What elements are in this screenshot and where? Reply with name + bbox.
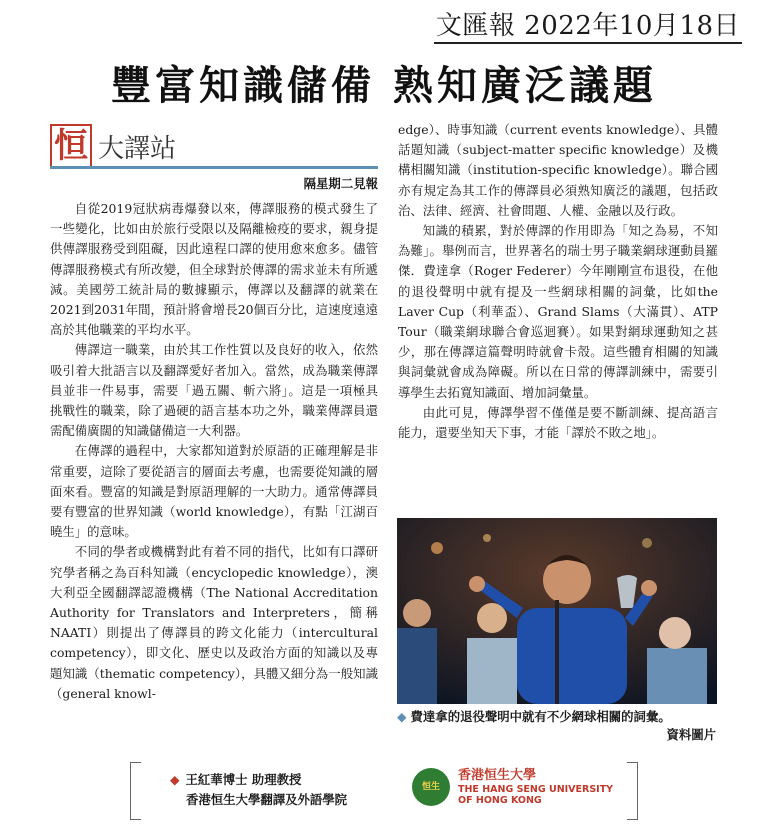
paragraph: 不同的學者或機構對此有着不同的指代，比如有口譯研究學者稱之為百科知識（encyclopedic knowledge），澳大利亞全國翻譯認證機構（The National Accreditation Authority for Translators and Interpreters，簡稱NAATI）則提出了傳譯員的跨文化能力（intercultural competency），即文化、歷史以及政治方面的知識以及專題知識（thematic competency），具體又細分為一般知識（general knowl- — [50, 544, 378, 701]
paragraph: 知識的積累，對於傳譯的作用即為「知之為易，不知為難」。舉例而言，世界著名的瑞士男子職業網球運動員羅傑．費達拿（Roger Federer）今年剛剛宣布退役，在他的退役聲明中就有提及一些網球相關的詞彙，比如the Laver Cup（利華盃）、Grand Slams（大滿貫）、ATP Tour（職業網球聯合會巡迴賽）。如果對網球運動知之甚少，那在傳譯這篇聲明時就會卡殼。這些體育相關的知識與詞彙就會成為障礙。所以在日常的傳譯訓練中，需要引導學生去拓寬知識面、增加詞彙量。 — [398, 223, 718, 400]
author-footer — [130, 762, 638, 818]
paragraph: 由此可見，傳譯學習不僅僅是要不斷訓練、提高語言能力，還要坐知天下事，才能「譯於不敗之地」。 — [398, 404, 718, 441]
news-photo — [397, 518, 717, 704]
paragraph: 自從2019冠狀病毒爆發以來，傳譯服務的模式發生了一些變化，比如由於旅行受限以及隔離檢疫的要求，親身提供傳譯服務受到阻礙，因此遠程口譯的使用愈來愈多。儘管傳譯服務模式有所改變，但全球對於傳譯的需求並未有所遞減。美國勞工統計局的數據顯示，傳譯以及翻譯的就業在2021到2031年間，預計將會增長20個百分比，這速度遠遠高於其他職業的平均水平。 — [50, 201, 378, 338]
diamond-icon: ◆ — [397, 709, 407, 724]
university-name-en: THE HANG SENG UNIVERSITY — [458, 784, 614, 795]
right-bracket — [627, 762, 638, 820]
column-logo: 恒 — [50, 124, 92, 166]
author-affiliation: 香港恒生大學翻譯及外語學院 — [186, 792, 348, 807]
byline: 隔星期二見報 — [303, 176, 378, 191]
headline: 豐富知識儲備 熟知廣泛議題 — [111, 63, 657, 109]
federer-photo-illustration — [397, 518, 717, 704]
university-brand — [412, 768, 613, 806]
left-bracket — [130, 762, 141, 820]
paragraph: 在傳譯的過程中，大家都知道對於原語的正確理解是非常重要，這除了要從語言的層面去考慮，也需要從知識的層面來看。豐富的知識是對原語理解的一大助力。通常傳譯員要有豐富的世界知識（world knowledge），有點「江湖百曉生」的意味。 — [50, 443, 378, 540]
diamond-icon: ◆ — [170, 772, 180, 787]
university-logo: 恒生 — [412, 768, 450, 806]
column-brand — [50, 120, 378, 169]
caption-text: 費達拿的退役聲明中就有不少網球相關的詞彙。 — [410, 709, 671, 724]
university-name-en-2: OF HONG KONG — [458, 795, 542, 806]
author-info — [170, 770, 347, 810]
masthead: 文匯報 2022年10月18日 — [434, 10, 742, 44]
right-column — [398, 120, 718, 443]
left-column — [50, 120, 378, 704]
photo-caption — [397, 708, 717, 726]
photo-credit: 資料圖片 — [666, 727, 716, 742]
university-name-zh: 香港恒生大學 — [458, 768, 537, 783]
paragraph: 傳譯這一職業，由於其工作性質以及良好的收入，依然吸引着大批語言以及翻譯愛好者加入。當然，成為職業傳譯員並非一件易事，需要「過五關、斬六將」。這是一項極具挑戰性的職業，除了過硬的語言基本功之外，職業傳譯員還需配備廣闊的知識儲備這一大利器。 — [50, 342, 378, 439]
author-name: 王紅華博士 助理教授 — [185, 772, 302, 787]
paragraph: edge）、時事知識（current events knowledge）、具體話題知識（subject-matter specific knowledge）及機構相關知識（institution-specific knowledge）。聯合國亦有規定為其工作的傳譯員必須熟知廣泛的議題，包括政治、法律、經濟、社會問題、人權、金融以及行政。 — [398, 122, 718, 218]
column-name: 大譯站 — [98, 134, 177, 164]
